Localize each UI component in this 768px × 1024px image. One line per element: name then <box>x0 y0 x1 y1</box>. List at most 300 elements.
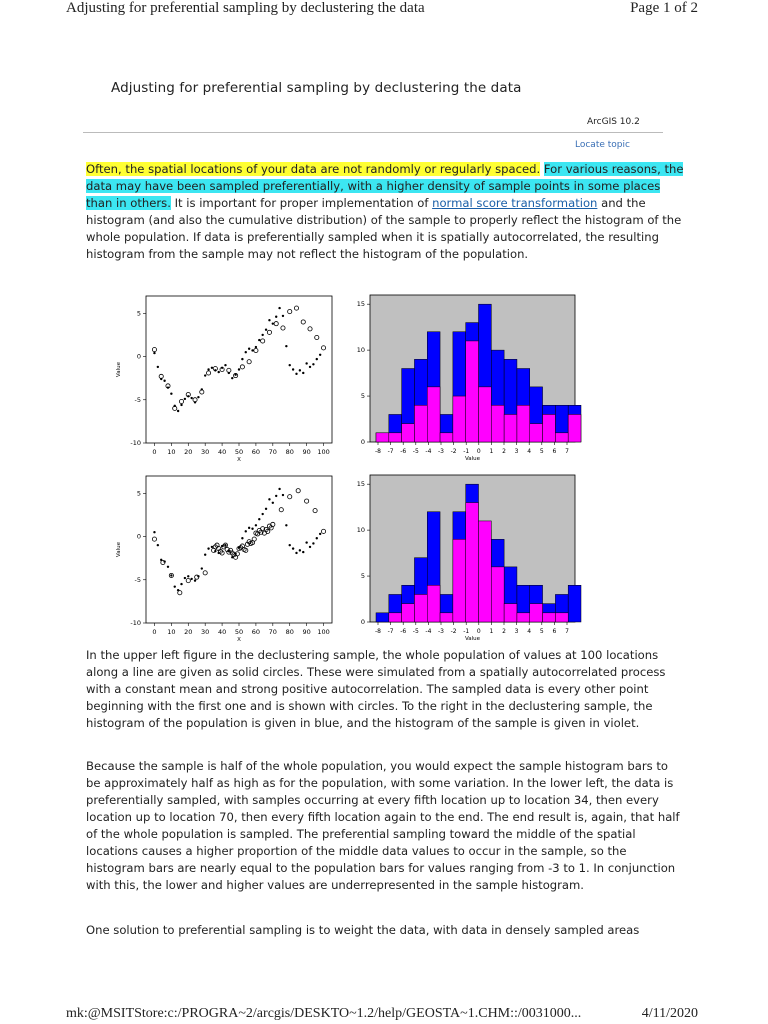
population-bar <box>414 558 427 622</box>
population-point <box>305 541 307 543</box>
x-tick-label: -1 <box>463 628 470 635</box>
sample-point <box>203 571 207 575</box>
histogram-frame <box>370 475 575 622</box>
x-tick-label: -3 <box>438 628 444 635</box>
population-point <box>265 329 267 331</box>
sample-bar <box>530 604 543 622</box>
population-bar <box>427 332 440 442</box>
population-point <box>299 369 301 371</box>
x-tick-label: 60 <box>251 448 261 456</box>
population-point <box>316 537 318 539</box>
sample-point <box>166 384 170 388</box>
sample-bar <box>568 414 581 442</box>
population-bar <box>530 387 543 442</box>
x-tick-label: 70 <box>268 448 277 456</box>
sample-point <box>225 547 229 551</box>
population-point <box>316 358 318 360</box>
population-point <box>282 315 284 317</box>
x-tick-label: 10 <box>167 628 176 636</box>
population-point <box>157 544 159 546</box>
sample-point <box>256 532 260 536</box>
population-point <box>204 374 206 376</box>
sample-point <box>242 547 246 551</box>
population-bar <box>402 585 415 622</box>
population-bar <box>555 594 568 622</box>
upper-figure-paragraph: In the upper left figure in the declustering sample, the whole population of values at 100 locations along a line are given as solid circles. These were simulated from a spatially autocorrelated process with a constant mean and strong positive autocorrelation. The sampled data is every other point beginning with the first one and is shown with circles. To the right in the declustering sample, the histogram of the population is given in blue, and the histogram of the sample is given in violet. <box>86 648 666 730</box>
population-point <box>201 567 203 569</box>
population-bar <box>376 433 389 442</box>
sample-point <box>223 543 227 547</box>
x-tick-label: 40 <box>217 448 227 456</box>
sample-bar <box>543 414 556 442</box>
highlight-cyan-text: For various reasons, the data may have been sampled preferentially, with a higher density of sample points in some places than in others. <box>86 162 684 210</box>
x-tick-label: -6 <box>400 448 407 455</box>
sample-bar <box>466 503 479 622</box>
population-point <box>234 373 236 375</box>
page-number: Page 1 of 2 <box>630 0 698 16</box>
sample-point <box>240 544 244 548</box>
x-tick-label: -1 <box>463 448 470 455</box>
sample-point <box>261 339 265 343</box>
population-bar <box>440 414 453 442</box>
sample-point <box>321 529 325 533</box>
sample-point <box>301 320 305 324</box>
population-point <box>201 388 203 390</box>
population-point <box>292 368 294 370</box>
sample-point <box>247 540 251 544</box>
population-point <box>251 528 253 530</box>
x-tick-label: 60 <box>251 628 261 636</box>
sample-point <box>245 542 249 546</box>
sample-point <box>228 548 232 552</box>
sample-point <box>249 541 253 545</box>
sample-point <box>313 508 317 512</box>
sample-point <box>267 330 271 334</box>
population-point <box>261 513 263 515</box>
population-point <box>180 404 182 406</box>
sample-point <box>193 398 197 402</box>
population-point <box>245 530 247 532</box>
sample-bar <box>479 521 492 622</box>
y-tick-label: 5 <box>360 572 365 581</box>
x-tick-label: 0 <box>152 628 157 636</box>
population-bar <box>491 539 504 622</box>
sample-point <box>234 555 238 559</box>
sample-point <box>240 365 244 369</box>
y-axis-label: Value <box>116 541 122 558</box>
population-point <box>214 369 216 371</box>
population-point <box>231 377 233 379</box>
population-point <box>272 322 274 324</box>
x-tick-label: 2 <box>502 448 506 455</box>
sample-point <box>212 548 216 552</box>
population-point <box>218 552 220 554</box>
population-point <box>234 553 236 555</box>
x-tick-label: 100 <box>317 448 330 456</box>
histogram-frame <box>370 295 575 442</box>
population-bar <box>427 512 440 622</box>
x-tick-label: 0 <box>476 448 481 455</box>
sample-bar <box>402 604 415 622</box>
population-bar <box>440 594 453 622</box>
population-point <box>278 488 280 490</box>
population-point <box>197 396 199 398</box>
y-tick-label: -5 <box>134 395 141 404</box>
sample-point <box>247 360 251 364</box>
population-point <box>184 577 186 579</box>
sample-point <box>200 390 204 394</box>
population-point <box>157 366 159 368</box>
population-point <box>258 339 260 341</box>
x-tick-label: -5 <box>412 448 419 455</box>
population-point <box>177 410 179 412</box>
x-tick-label: 40 <box>217 628 227 636</box>
population-point <box>275 316 277 318</box>
x-tick-label: 50 <box>234 628 244 636</box>
population-point <box>292 547 294 549</box>
x-tick-label: 0 <box>152 448 157 456</box>
population-point <box>245 351 247 353</box>
population-point <box>163 560 165 562</box>
sample-bar <box>389 433 402 442</box>
population-point <box>180 583 182 585</box>
population-bar <box>466 484 479 622</box>
population-bar <box>568 405 581 442</box>
sample-point <box>186 392 190 396</box>
sample-point <box>159 374 163 378</box>
population-point <box>309 546 311 548</box>
sample-point <box>232 553 236 557</box>
population-bar <box>517 585 530 622</box>
x-tick-label: 7 <box>565 628 569 635</box>
x-tick-label: 5 <box>539 628 544 635</box>
x-tick-label: 3 <box>514 448 519 455</box>
sample-point <box>230 551 234 555</box>
population-point <box>289 544 291 546</box>
x-tick-label: -8 <box>375 448 381 455</box>
x-tick-label: 80 <box>285 628 294 636</box>
population-point <box>160 378 162 380</box>
population-bar <box>479 304 492 442</box>
population-point <box>309 366 311 368</box>
population-bar <box>414 359 427 442</box>
population-bar <box>543 405 556 442</box>
population-bar <box>453 332 466 442</box>
sample-point <box>264 528 268 532</box>
population-bar <box>543 604 556 622</box>
sample-point <box>220 551 224 555</box>
population-point <box>177 589 179 591</box>
x-tick-label: 7 <box>565 448 569 455</box>
sample-point <box>244 548 248 552</box>
x-tick-label: 4 <box>527 448 532 455</box>
population-bar <box>479 530 492 622</box>
sample-bar <box>504 604 517 622</box>
y-tick-label: -5 <box>134 575 141 584</box>
x-tick-label: 100 <box>317 628 330 636</box>
population-point <box>302 551 304 553</box>
sample-bar <box>491 567 504 622</box>
sample-point <box>274 322 278 326</box>
sample-bar <box>389 613 402 622</box>
sample-bar <box>479 387 492 442</box>
normal-score-transformation-link[interactable]: normal score transformation <box>432 196 598 210</box>
y-tick-label: 15 <box>356 480 365 489</box>
sample-point <box>315 335 319 339</box>
sample-point <box>288 309 292 313</box>
sample-point <box>259 530 263 534</box>
x-tick-label: 90 <box>302 628 311 636</box>
x-axis-label: X <box>237 637 241 643</box>
header-title: Adjusting for preferential sampling by declustering the data <box>66 0 425 16</box>
population-point <box>255 346 257 348</box>
sample-point <box>186 579 190 583</box>
x-tick-label: -2 <box>450 448 457 455</box>
population-point <box>214 550 216 552</box>
sample-point <box>222 545 226 549</box>
population-point <box>211 546 213 548</box>
population-point <box>319 533 321 535</box>
population-point <box>305 362 307 364</box>
x-tick-label: 1 <box>489 628 494 635</box>
population-point <box>187 575 189 577</box>
population-point <box>228 550 230 552</box>
sample-point <box>321 346 325 350</box>
population-point <box>190 397 192 399</box>
population-bar <box>517 369 530 443</box>
x-tick-label: 4 <box>527 628 532 635</box>
sample-bar <box>402 424 415 442</box>
population-point <box>153 352 155 354</box>
sample-point <box>269 526 273 530</box>
population-point <box>241 537 243 539</box>
population-point <box>187 395 189 397</box>
y-tick-label: 10 <box>356 526 365 535</box>
population-point <box>231 556 233 558</box>
population-point <box>248 348 250 350</box>
population-point <box>170 574 172 576</box>
population-point <box>241 358 243 360</box>
population-point <box>190 578 192 580</box>
population-bar <box>504 567 517 622</box>
intro-paragraph <box>86 161 686 263</box>
sample-bar <box>517 613 530 622</box>
population-point <box>163 380 165 382</box>
sample-point <box>213 367 217 371</box>
population-point <box>295 373 297 375</box>
sample-point <box>227 550 231 554</box>
x-tick-label: 5 <box>539 448 544 455</box>
population-bar <box>555 405 568 442</box>
population-point <box>153 531 155 533</box>
document-title: Adjusting for preferential sampling by declustering the data <box>111 80 522 96</box>
sample-bar <box>504 414 517 442</box>
sample-bar <box>466 341 479 442</box>
population-bar <box>530 585 543 622</box>
x-tick-label: 70 <box>268 628 277 636</box>
x-axis-label: X <box>237 457 241 463</box>
y-tick-label: 5 <box>136 309 141 318</box>
scatter-plot-frame <box>146 476 332 623</box>
sample-point <box>250 540 254 544</box>
scatter-plot-frame <box>146 296 332 443</box>
x-tick-label: -2 <box>450 628 457 635</box>
sample-point <box>262 531 266 535</box>
population-point <box>207 368 209 370</box>
x-tick-label: 20 <box>184 448 193 456</box>
solution-paragraph: One solution to preferential sampling is to weight the data, with data in densely sampled areas <box>86 923 640 937</box>
sample-point <box>294 306 298 310</box>
sample-point <box>279 508 283 512</box>
x-tick-label: -3 <box>438 448 444 455</box>
sample-point <box>305 499 309 503</box>
sample-bar <box>440 433 453 442</box>
sample-point <box>296 489 300 493</box>
population-point <box>204 553 206 555</box>
sample-bar <box>440 613 453 622</box>
population-point <box>221 367 223 369</box>
population-point <box>251 349 253 351</box>
sample-point <box>179 399 183 403</box>
population-point <box>312 363 314 365</box>
population-point <box>170 393 172 395</box>
population-point <box>174 585 176 587</box>
x-tick-label: 20 <box>184 628 193 636</box>
sample-point <box>254 348 258 352</box>
sample-point <box>152 348 156 352</box>
x-tick-label: 10 <box>167 448 176 456</box>
population-point <box>224 544 226 546</box>
sample-bar <box>453 539 466 622</box>
x-tick-label: 6 <box>552 448 557 455</box>
x-tick-label: -7 <box>387 448 394 455</box>
population-point <box>275 495 277 497</box>
population-point <box>319 354 321 356</box>
x-tick-label: 0 <box>476 628 481 635</box>
sample-point <box>169 573 173 577</box>
population-bar <box>376 613 389 622</box>
x-tick-label: 1 <box>489 448 494 455</box>
population-point <box>228 372 230 374</box>
x-tick-label: -5 <box>412 628 419 635</box>
sample-point <box>281 326 285 330</box>
sample-point <box>195 575 199 579</box>
sample-point <box>266 529 270 533</box>
y-axis-label: Value <box>116 361 122 378</box>
sample-point <box>288 495 292 499</box>
title-divider <box>83 132 663 133</box>
sample-point <box>173 406 177 410</box>
sample-point <box>227 368 231 372</box>
population-point <box>194 401 196 403</box>
x-tick-label: 90 <box>302 448 311 456</box>
population-bar <box>453 512 466 622</box>
population-point <box>197 575 199 577</box>
sample-point <box>234 373 238 377</box>
sample-bar <box>530 424 543 442</box>
y-tick-label: 0 <box>136 532 141 541</box>
population-point <box>184 398 186 400</box>
highlight-yellow-text: Often, the spatial locations of your data are not randomly or regularly spaced. <box>86 162 541 176</box>
y-tick-label: 10 <box>356 346 365 355</box>
x-tick-label: 2 <box>502 628 506 635</box>
population-point <box>221 545 223 547</box>
population-bar <box>389 414 402 442</box>
population-point <box>289 364 291 366</box>
population-point <box>194 579 196 581</box>
population-point <box>268 498 270 500</box>
population-point <box>285 524 287 526</box>
population-point <box>312 542 314 544</box>
y-tick-label: 0 <box>136 352 141 361</box>
x-tick-label: 3 <box>514 628 519 635</box>
sample-point <box>220 367 224 371</box>
x-tick-label: -6 <box>400 628 407 635</box>
population-bar <box>504 359 517 442</box>
population-point <box>258 518 260 520</box>
y-tick-label: -10 <box>130 619 141 627</box>
sample-point <box>308 327 312 331</box>
y-tick-label: -10 <box>130 439 141 447</box>
x-axis-label: Value <box>464 456 481 462</box>
population-point <box>218 371 220 373</box>
x-tick-label: -4 <box>425 628 432 635</box>
y-tick-label: 5 <box>136 489 141 498</box>
population-point <box>299 549 301 551</box>
sample-point <box>218 549 222 553</box>
sample-point <box>217 547 221 551</box>
population-point <box>167 386 169 388</box>
lower-figure-paragraph: Because the sample is half of the whole population, you would expect the sample histogram bars to be approximately half as high as for the population, with some variation. In the lower left, the data is preferentially sampled, with samples occurring at every fifth location up to location 34, then every location up to location 70, then every fifth location again to the end. The end result is, again, that half of the whole population is sampled. The preferential sampling toward the middle of the spatial locations causes a higher proportion of the middle data values to occur in the sample, so the histogram bars are nearly equal to the population bars for values ranging from -3 to 1. In conjunction with this, the lower and higher values are underrepresented in the sample histogram. <box>86 759 680 892</box>
sample-point <box>237 547 241 551</box>
sample-point <box>235 552 239 556</box>
sample-bar <box>543 613 556 622</box>
x-tick-label: -4 <box>425 448 432 455</box>
population-bar <box>389 594 402 622</box>
sample-bar <box>453 396 466 442</box>
sample-bar <box>376 433 389 442</box>
population-point <box>255 524 257 526</box>
population-bar <box>402 369 415 443</box>
locate-topic-link[interactable]: Locate topic <box>575 140 630 150</box>
intro-text-part: It is important for proper implementation of <box>170 196 433 210</box>
sample-bar <box>414 594 427 622</box>
y-tick-label: 0 <box>360 438 365 446</box>
sample-point <box>271 522 275 526</box>
sample-bar <box>517 405 530 442</box>
y-tick-label: 5 <box>360 392 365 401</box>
population-point <box>295 552 297 554</box>
sample-point <box>178 591 182 595</box>
sample-bar <box>491 405 504 442</box>
footer-path: mk:@MSITStore:c:/PROGRA~2/arcgis/DESKTO~1.2/help/GEOSTA~1.CHM::/0031000... <box>66 1006 582 1021</box>
intro-text-rest: and the histogram (and also the cumulative distribution) of the sample to properly reflect the histogram of the whole population. If data is preferentially sampled when it is spatially autocorrelated, the resulting histogram from the sample may not reflect the histogram of the population. <box>86 196 682 261</box>
sample-bar <box>555 613 568 622</box>
population-point <box>160 559 162 561</box>
sample-point <box>152 537 156 541</box>
population-point <box>238 547 240 549</box>
sample-point <box>213 545 217 549</box>
population-point <box>238 368 240 370</box>
y-tick-label: 0 <box>360 618 365 626</box>
population-point <box>272 502 274 504</box>
sample-point <box>206 371 210 375</box>
sample-point <box>161 560 165 564</box>
population-point <box>174 405 176 407</box>
x-tick-label: 50 <box>234 448 244 456</box>
population-point <box>302 372 304 374</box>
footer-date: 4/11/2020 <box>641 1006 698 1021</box>
